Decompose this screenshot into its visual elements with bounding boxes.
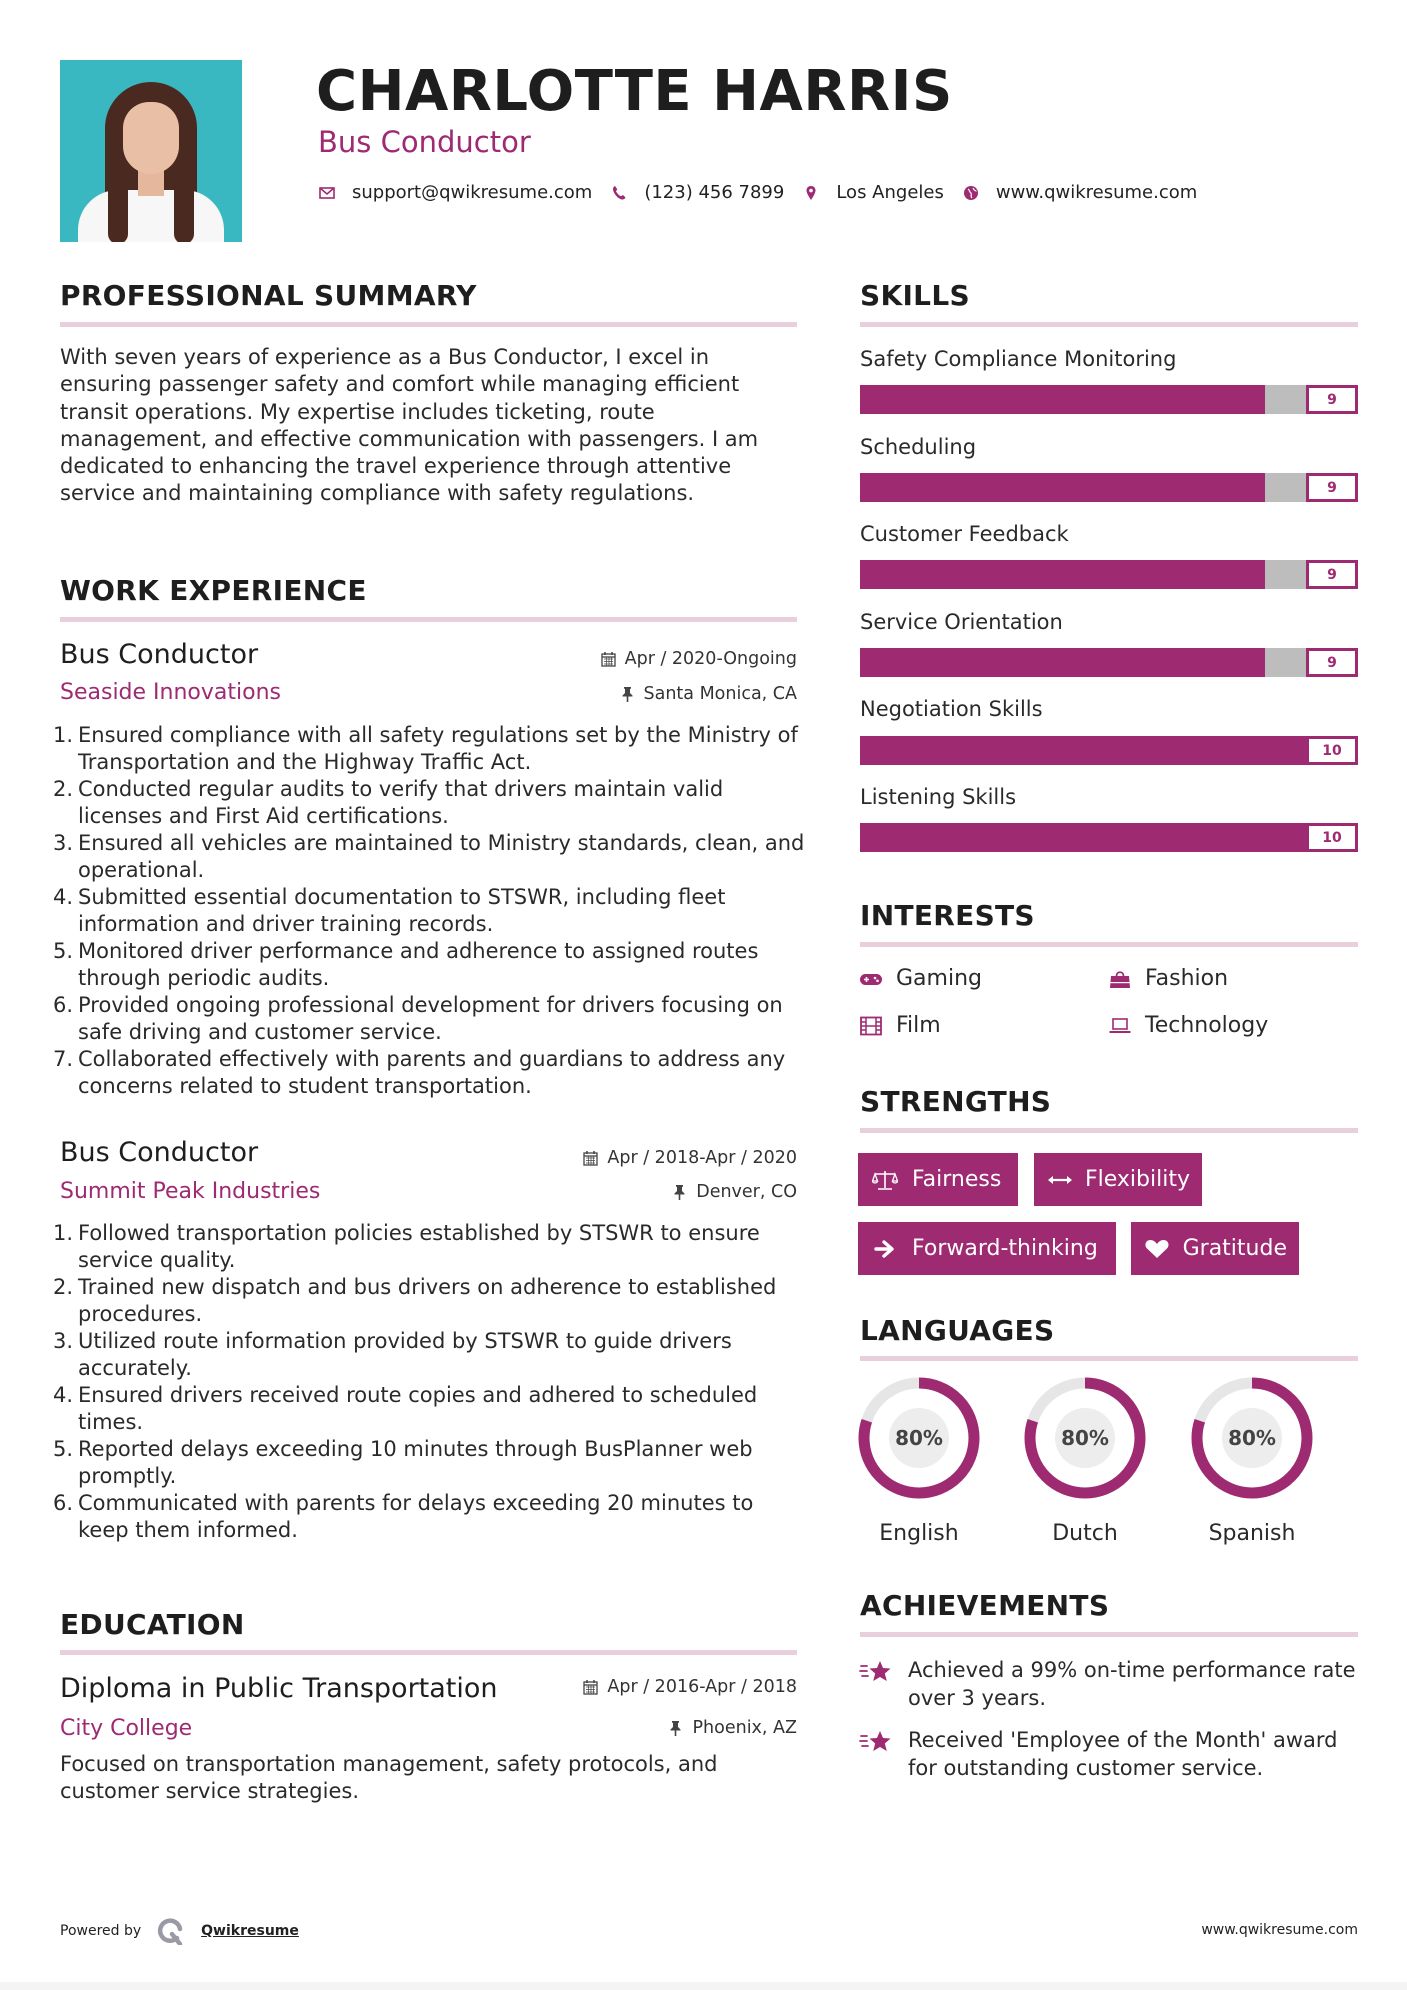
job-1-company: Seaside Innovations bbox=[60, 680, 281, 705]
job-2-location-text: Denver, CO bbox=[696, 1182, 797, 1202]
photo-face bbox=[123, 102, 179, 174]
list-number: 4. bbox=[52, 1383, 73, 1407]
interest-label: Fashion bbox=[1145, 966, 1229, 991]
language-label: Spanish bbox=[1208, 1521, 1296, 1546]
language-label: Dutch bbox=[1052, 1521, 1118, 1546]
achievement-text: Achieved a 99% on-time performance rate over 3 years. bbox=[908, 1658, 1356, 1710]
photo-shirt bbox=[78, 190, 224, 242]
job-1-dates bbox=[601, 647, 797, 671]
education-location bbox=[668, 1716, 797, 1740]
skill-score: 10 bbox=[1306, 823, 1358, 852]
pushpin-icon bbox=[672, 1183, 688, 1201]
skill-label: Customer Feedback bbox=[860, 522, 1069, 546]
job-2-company: Summit Peak Industries bbox=[60, 1179, 321, 1204]
list-text: Trained new dispatch and bus drivers on adherence to established procedures. bbox=[78, 1275, 777, 1326]
language-label: English bbox=[879, 1521, 959, 1546]
list-text: Conducted regular audits to verify that drivers maintain valid licenses and First Aid certifications. bbox=[78, 777, 724, 828]
achievement-item bbox=[858, 1656, 1358, 1712]
interests-divider bbox=[860, 942, 1358, 947]
contact-phone[interactable] bbox=[610, 181, 784, 205]
pushpin-icon bbox=[620, 685, 636, 703]
list-number: 5. bbox=[52, 1437, 73, 1461]
skill-label: Scheduling bbox=[860, 435, 977, 459]
list-item bbox=[48, 992, 808, 1046]
experience-heading: WORK EXPERIENCE bbox=[60, 574, 367, 607]
skill-label: Negotiation Skills bbox=[860, 697, 1043, 721]
envelope-icon bbox=[318, 184, 336, 202]
education-dates-text: Apr / 2016-Apr / 2018 bbox=[607, 1677, 797, 1697]
skill-bar bbox=[860, 823, 1358, 852]
job-2-title: Bus Conductor bbox=[60, 1137, 259, 1168]
list-number: 6. bbox=[52, 1491, 73, 1515]
skill-score: 9 bbox=[1306, 560, 1358, 589]
strength-forward-thinking bbox=[858, 1222, 1116, 1275]
language-ring bbox=[1023, 1376, 1147, 1500]
skill-score: 9 bbox=[1306, 385, 1358, 414]
skill-bar-fill bbox=[860, 560, 1265, 589]
contact-email-text: support@qwikresume.com bbox=[352, 182, 593, 203]
language-ring bbox=[857, 1376, 981, 1500]
contact-location-text: Los Angeles bbox=[836, 182, 944, 203]
education-location-text: Phoenix, AZ bbox=[692, 1718, 797, 1738]
skill-bar-fill bbox=[860, 648, 1265, 677]
list-item bbox=[48, 884, 808, 938]
strength-gratitude bbox=[1131, 1222, 1299, 1275]
skill-bar-fill bbox=[860, 736, 1358, 765]
skill-bar bbox=[860, 473, 1358, 502]
summary-heading: PROFESSIONAL SUMMARY bbox=[60, 279, 477, 312]
job-1-responsibilities bbox=[48, 722, 808, 1100]
interest-label: Gaming bbox=[896, 966, 982, 991]
skill-bar-fill bbox=[860, 385, 1265, 414]
achievement-text: Received 'Employee of the Month' award for outstanding customer service. bbox=[908, 1728, 1338, 1780]
interests-heading: INTERESTS bbox=[860, 899, 1035, 932]
list-item bbox=[48, 1046, 808, 1100]
list-number: 6. bbox=[52, 993, 73, 1017]
job-1-location-text: Santa Monica, CA bbox=[643, 684, 797, 704]
heart-icon bbox=[1143, 1237, 1171, 1261]
skills-heading: SKILLS bbox=[860, 279, 970, 312]
strength-flexibility bbox=[1034, 1153, 1202, 1206]
gamepad-icon bbox=[858, 968, 884, 990]
contact-location bbox=[802, 181, 944, 205]
list-number: 3. bbox=[52, 831, 73, 855]
list-text: Utilized route information provided by STSWR to guide drivers accurately. bbox=[78, 1329, 732, 1380]
job-2-dates bbox=[583, 1146, 797, 1170]
balance-scale-icon bbox=[870, 1168, 900, 1192]
skill-bar bbox=[860, 648, 1358, 677]
language-percent: 80% bbox=[1228, 1426, 1276, 1450]
list-number: 7. bbox=[52, 1047, 73, 1071]
strengths-divider bbox=[860, 1128, 1358, 1133]
list-item bbox=[48, 722, 808, 776]
list-text: Ensured all vehicles are maintained to Ministry standards, clean, and operational. bbox=[78, 831, 805, 882]
language-percent: 80% bbox=[1061, 1426, 1109, 1450]
list-text: Communicated with parents for delays exceeding 20 minutes to keep them informed. bbox=[78, 1491, 754, 1542]
list-number: 5. bbox=[52, 939, 73, 963]
map-pin-icon bbox=[802, 184, 820, 202]
list-text: Provided ongoing professional development for drivers focusing on safe driving and customer service. bbox=[78, 993, 783, 1044]
list-text: Reported delays exceeding 10 minutes through BusPlanner web promptly. bbox=[78, 1437, 753, 1488]
list-text: Ensured drivers received route copies and adhered to scheduled times. bbox=[78, 1383, 758, 1434]
language-dutch bbox=[1023, 1376, 1147, 1548]
list-item bbox=[48, 1490, 808, 1544]
list-number: 2. bbox=[52, 1275, 73, 1299]
strength-label: Gratitude bbox=[1182, 1236, 1287, 1261]
experience-divider bbox=[60, 617, 797, 622]
qwikresume-link[interactable]: Qwikresume bbox=[201, 1923, 299, 1939]
skill-label: Safety Compliance Monitoring bbox=[860, 347, 1177, 371]
education-dates bbox=[583, 1675, 797, 1699]
skill-label: Listening Skills bbox=[860, 785, 1017, 809]
list-item bbox=[48, 1436, 808, 1490]
list-item bbox=[48, 776, 808, 830]
list-item bbox=[48, 1274, 808, 1328]
skill-bar-fill bbox=[860, 473, 1265, 502]
job-1-dates-text: Apr / 2020-Ongoing bbox=[624, 649, 797, 669]
strength-fairness bbox=[858, 1153, 1018, 1206]
list-text: Submitted essential documentation to STSWR, including fleet information and driver training records. bbox=[78, 885, 726, 936]
job-2-responsibilities bbox=[48, 1220, 808, 1544]
job-1-title: Bus Conductor bbox=[60, 639, 259, 670]
skill-bar bbox=[860, 736, 1358, 765]
list-text: Ensured compliance with all safety regulations set by the Ministry of Transportation and the Highway Traffic Act. bbox=[78, 723, 798, 774]
languages-heading: LANGUAGES bbox=[860, 1314, 1055, 1347]
calendar-icon bbox=[583, 1149, 599, 1167]
skill-bar bbox=[860, 560, 1358, 589]
phone-icon bbox=[610, 184, 628, 202]
skill-bar bbox=[860, 385, 1358, 414]
summary-text: With seven years of experience as a Bus Conductor, I excel in ensuring passenger safety and comfort while managing efficient transit operations. My expertise includes ticketing, route management, and effective communication with passengers. I am dedicated to enhancing the travel experience through attentive service and maintaining compliance with safety regulations. bbox=[60, 345, 759, 506]
achievements-heading: ACHIEVEMENTS bbox=[860, 1589, 1110, 1622]
list-number: 3. bbox=[52, 1329, 73, 1353]
language-spanish bbox=[1190, 1376, 1314, 1548]
list-number: 1. bbox=[52, 1221, 73, 1245]
job-1-location bbox=[620, 682, 798, 706]
candidate-name: CHARLOTTE HARRIS bbox=[316, 59, 953, 124]
pushpin-icon bbox=[668, 1719, 684, 1737]
list-item bbox=[48, 938, 808, 992]
strength-label: Flexibility bbox=[1085, 1167, 1190, 1192]
list-item bbox=[48, 1328, 808, 1382]
list-number: 2. bbox=[52, 777, 73, 801]
education-divider bbox=[60, 1650, 797, 1655]
shooting-star-icon bbox=[858, 1726, 894, 1756]
list-item bbox=[48, 830, 808, 884]
film-icon bbox=[858, 1015, 884, 1037]
interest-label: Technology bbox=[1145, 1013, 1269, 1038]
language-english bbox=[857, 1376, 981, 1548]
skill-bar-fill bbox=[860, 823, 1358, 852]
list-text: Monitored driver performance and adherence to assigned routes through periodic audits. bbox=[78, 939, 759, 990]
job-2-dates-text: Apr / 2018-Apr / 2020 bbox=[607, 1148, 797, 1168]
candidate-title: Bus Conductor bbox=[318, 125, 531, 159]
contact-email[interactable] bbox=[318, 181, 592, 205]
interest-film bbox=[858, 1012, 941, 1040]
language-percent: 80% bbox=[895, 1426, 943, 1450]
profile-photo bbox=[60, 60, 242, 242]
list-item bbox=[48, 1220, 808, 1274]
job-2-location bbox=[672, 1180, 797, 1204]
contact-phone-text: (123) 456 7899 bbox=[644, 182, 785, 203]
strength-label: Forward-thinking bbox=[912, 1236, 1098, 1261]
language-ring bbox=[1190, 1376, 1314, 1500]
skill-score: 9 bbox=[1306, 648, 1358, 677]
education-school: City College bbox=[60, 1716, 193, 1741]
powered-by-label: Powered by bbox=[60, 1923, 142, 1939]
calendar-icon bbox=[601, 650, 617, 668]
list-number: 1. bbox=[52, 723, 73, 747]
shooting-star-icon bbox=[858, 1656, 894, 1686]
contact-row bbox=[318, 181, 1215, 205]
summary-divider bbox=[60, 322, 797, 327]
education-heading: EDUCATION bbox=[60, 1608, 245, 1641]
interest-fashion bbox=[1107, 965, 1228, 993]
skills-divider bbox=[860, 322, 1358, 327]
list-text: Followed transportation policies established by STSWR to ensure service quality. bbox=[78, 1221, 760, 1272]
education-degree: Diploma in Public Transportation bbox=[60, 1673, 498, 1704]
footer-website-link[interactable]: www.qwikresume.com bbox=[1201, 1922, 1358, 1938]
qwikresume-logo-icon bbox=[157, 1917, 185, 1945]
arrow-right-icon bbox=[870, 1237, 900, 1261]
calendar-icon bbox=[583, 1678, 599, 1696]
contact-website[interactable] bbox=[962, 181, 1197, 205]
interest-technology bbox=[1107, 1012, 1268, 1040]
strength-label: Fairness bbox=[912, 1167, 1002, 1192]
strengths-heading: STRENGTHS bbox=[860, 1085, 1052, 1118]
interest-gaming bbox=[858, 965, 982, 993]
skill-score: 10 bbox=[1306, 736, 1358, 765]
interest-label: Film bbox=[896, 1013, 941, 1038]
achievements-divider bbox=[860, 1632, 1358, 1637]
list-text: Collaborated effectively with parents and guardians to address any concerns related to student transportation. bbox=[78, 1047, 786, 1098]
achievement-item bbox=[858, 1726, 1358, 1782]
page-bottom-edge bbox=[0, 1982, 1407, 1990]
education-description: Focused on transportation management, safety protocols, and customer service strategies. bbox=[60, 1752, 718, 1803]
laptop-icon bbox=[1107, 1015, 1133, 1037]
arrows-horizontal-icon bbox=[1046, 1168, 1073, 1192]
skill-score: 9 bbox=[1306, 473, 1358, 502]
list-number: 4. bbox=[52, 885, 73, 909]
globe-icon bbox=[962, 184, 980, 202]
list-item bbox=[48, 1382, 808, 1436]
skill-label: Service Orientation bbox=[860, 610, 1063, 634]
shopping-bag-icon bbox=[1107, 968, 1133, 990]
contact-website-text: www.qwikresume.com bbox=[995, 182, 1198, 203]
languages-divider bbox=[860, 1356, 1358, 1361]
footer-powered-by bbox=[60, 1917, 299, 1945]
